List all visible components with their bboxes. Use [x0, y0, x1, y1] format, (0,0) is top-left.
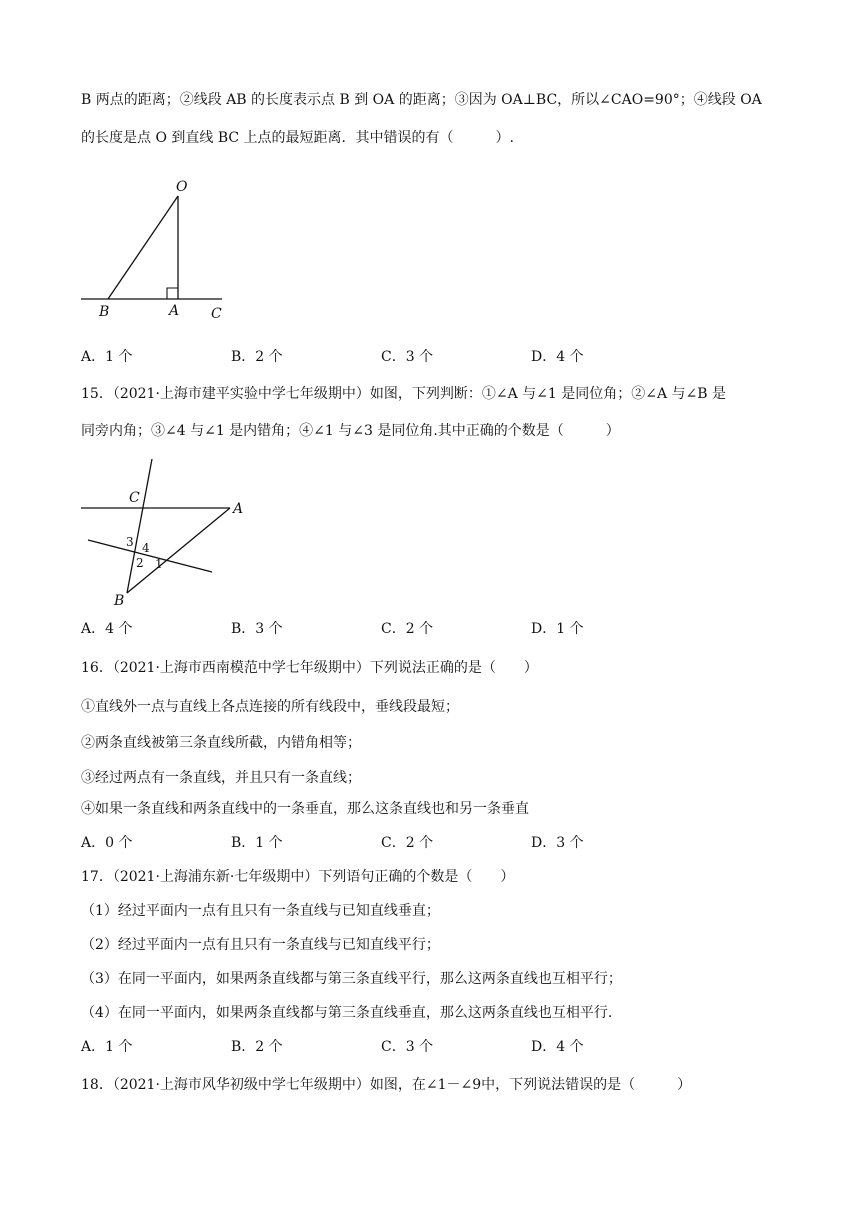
- q14-option-a[interactable]: A．1 个: [81, 349, 133, 365]
- q14-option-d[interactable]: D．4 个: [531, 349, 584, 365]
- q16-option-b[interactable]: B．1 个: [231, 835, 283, 851]
- q14-option-c[interactable]: C．3 个: [381, 349, 434, 365]
- q17-statement-3: （3）在同一平面内，如果两条直线都与第三条直线平行，那么这两条直线也互相平行；: [81, 971, 622, 987]
- q16-statement-3: ③经过两点有一条直线，并且只有一条直线；: [81, 770, 361, 786]
- q16-statement-1: ①直线外一点与直线上各点连接的所有线段中，垂线段最短；: [81, 699, 459, 715]
- q16-statement-4: ④如果一条直线和两条直线中的一条垂直，那么这条直线也和另一条垂直: [81, 801, 529, 817]
- q16-title: 16．（2021·上海市西南模范中学七年级期中）下列说法正确的是（ ）: [81, 660, 538, 676]
- label-c: C: [129, 490, 140, 506]
- label-b: B: [99, 304, 110, 320]
- q15-option-d[interactable]: D．1 个: [531, 621, 584, 637]
- q17-options: [81, 1037, 781, 1057]
- q17-option-d[interactable]: D．4 个: [531, 1039, 584, 1055]
- q15-text-line1: 15．（2021·上海市建平实验中学七年级期中）如图，下列判断：①∠A 与∠1 是同位角；②∠A 与∠B 是: [81, 386, 727, 402]
- q15-text-line2: 同旁内角；③∠4 与∠1 是内错角；④∠1 与∠3 是同位角.其中正确的个数是（ ）: [81, 423, 620, 439]
- q17-statement-2: （2）经过平面内一点有且只有一条直线与已知直线平行；: [81, 937, 440, 953]
- q14-option-b[interactable]: B．2 个: [231, 349, 283, 365]
- label-a: A: [169, 303, 180, 319]
- label-a: A: [233, 501, 244, 517]
- q15-option-a[interactable]: A．4 个: [81, 621, 133, 637]
- q15-options: [81, 619, 781, 639]
- q16-option-c[interactable]: C．2 个: [381, 835, 434, 851]
- q16-option-d[interactable]: D．3 个: [531, 835, 584, 851]
- q17-title: 17．（2021·上海浦东新·七年级期中）下列语句正确的个数是（ ）: [81, 869, 515, 885]
- q17-option-b[interactable]: B．2 个: [231, 1039, 283, 1055]
- angle-4-label: 4: [142, 541, 150, 555]
- transversal: [88, 540, 212, 572]
- q14-text-line1: B 两点的距离；②线段 AB 的长度表示点 B 到 OA 的距离；③因为 OA⊥BC，所以∠CAO=90°；④线段 OA: [81, 92, 762, 108]
- angle-2-label: 2: [136, 556, 144, 570]
- label-b: B: [114, 593, 125, 609]
- q18-title: 18．（2021·上海市风华初级中学七年级期中）如图，在∠1－∠9中，下列说法错误的是（ ）: [81, 1077, 692, 1093]
- q16-statement-2: ②两条直线被第三条直线所截，内错角相等；: [81, 735, 361, 751]
- angle-1-label: 1: [155, 557, 163, 571]
- q16-option-a[interactable]: A．0 个: [81, 835, 133, 851]
- q15-option-c[interactable]: C．2 个: [381, 621, 434, 637]
- line-cb: [127, 459, 152, 593]
- q15-option-b[interactable]: B．3 个: [231, 621, 283, 637]
- q16-options: [81, 833, 781, 853]
- q17-statement-1: （1）经过平面内一点有且只有一条直线与已知直线垂直；: [81, 903, 440, 919]
- q17-statement-4: （4）在同一平面内，如果两条直线都与第三条直线垂直，那么这两条直线也互相平行.: [81, 1005, 613, 1021]
- q14-text-line2: 的长度是点 O 到直线 BC 上点的最短距离．其中错误的有（ ）.: [81, 130, 514, 146]
- label-c: C: [211, 306, 222, 322]
- angle-3-label: 3: [126, 535, 134, 549]
- q17-option-a[interactable]: A．1 个: [81, 1039, 133, 1055]
- q17-option-c[interactable]: C．3 个: [381, 1039, 434, 1055]
- label-o: O: [176, 179, 188, 195]
